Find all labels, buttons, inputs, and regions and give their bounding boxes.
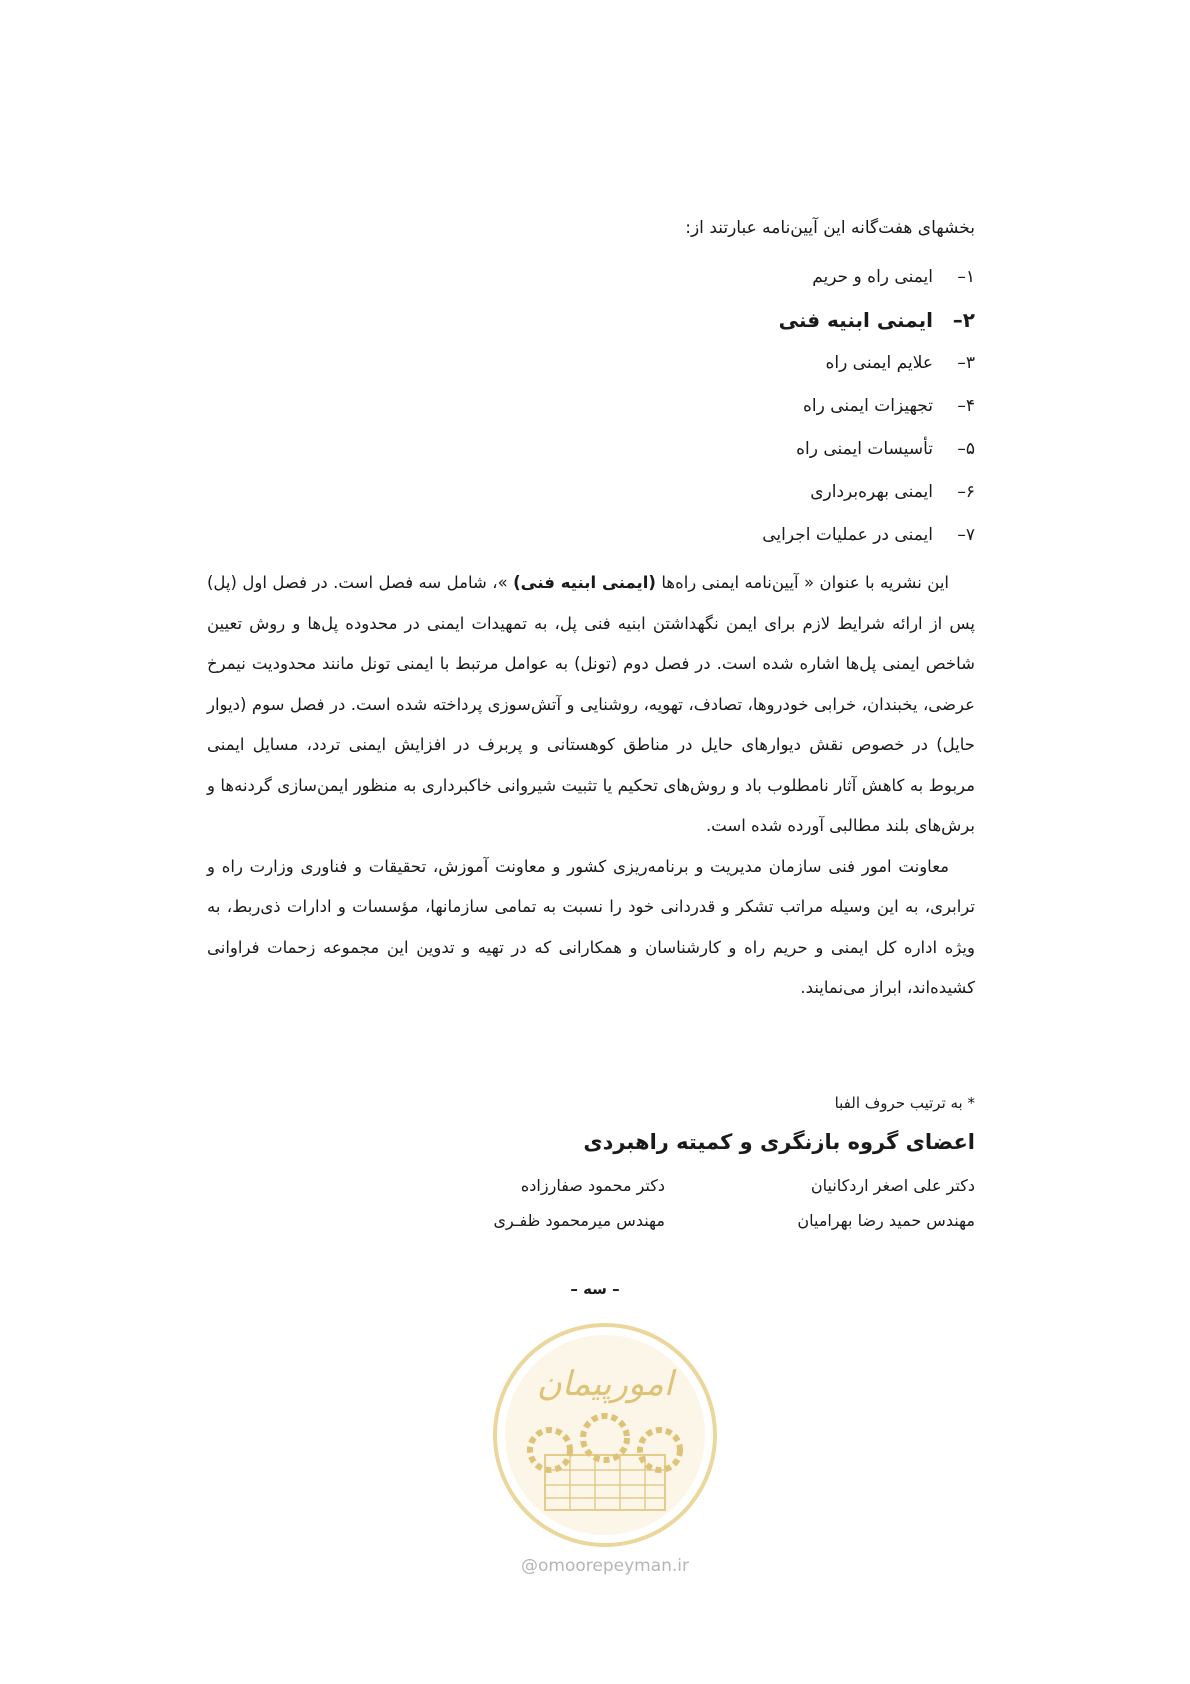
section-number: ۳– (957, 352, 975, 373)
section-item (375, 255, 975, 298)
watermark-logo-icon (490, 1320, 720, 1550)
alphabetical-note: * به ترتیب حروف الفبا (834, 1094, 975, 1112)
member-name: مهندس حمید رضا بهرامیان (797, 1211, 975, 1230)
section-label: تجهیزات ایمنی راه (802, 395, 933, 416)
sections-intro: بخشهای هفت‌گانه این آیین‌نامه عبارتند از: (685, 218, 975, 238)
section-item (375, 384, 975, 427)
section-label: ایمنی ابنیه فنی (778, 307, 933, 332)
section-label: ایمنی راه و حریم (812, 266, 933, 287)
member-name: دکتر محمود صفارزاده (520, 1176, 665, 1195)
section-item (375, 470, 975, 513)
section-item (375, 341, 975, 384)
section-number: ۴– (957, 395, 975, 416)
section-label: ایمنی در عملیات اجرایی (762, 524, 933, 545)
member-name: مهندس میرمحمود ظفـری (493, 1211, 665, 1230)
section-label: تأسیسات ایمنی راه (796, 438, 933, 459)
section-item (375, 513, 975, 556)
sections-list (375, 255, 975, 556)
section-number: ۲– (952, 307, 975, 332)
body-text (207, 563, 975, 1009)
section-number: ۱– (957, 266, 975, 287)
acknowledgement-paragraph: معاونت امور فنی سازمان مدیریت و برنامه‌ریزی کشور و معاونت آموزش، تحقیقات و فناوری وزارت راه و ترابری، به این وسیله مراتب تشکر و قدردانی خود را نسبت به تمامی سازمانها، مؤسسات و ادارات ذی‌ربط، به ویژه اداره کل ایمنی و حریم راه و کارشناسان و همکارانی که در تهیه و تدوین این مجموعه زحمات فراوانی کشیده‌اند، ابراز می‌نمایند. (207, 856, 975, 997)
section-label: علایم ایمنی راه (825, 352, 933, 373)
section-number: ۶– (957, 481, 975, 502)
description-text-end: »، شامل سه فصل است. در فصل اول (پل) پس از ارائه شرایط لازم برای ایمن نگهداشتن ابنیه فنی پل، به تمهیدات ایمنی در محدوده پل‌ها و روش تعیین شاخص ایمنی پل‌ها اشاره شده است. در فصل دوم (تونل) به عوامل مرتبط با ایمنی تونل مانند محدودیت نیمرخ عرضی، یخبندان، خرابی خودروها، تصادف، تهویه، روشنایی و آتش‌سوزی پرداخته شده است. در فصل سوم (دیوار حایل) در خصوص نقش دیوارهای حایل در مناطق کوهستانی و پربرف در افزایش ایمنی تردد، مسایل ایمنی مربوط به کاهش آثار نامطلوب باد و روش‌های تحکیم یا تثبیت شیروانی خاکبرداری به منظور ایمن‌سازی گردنه‌ها و برش‌های بلند مطالبی آورده شده است. (207, 573, 975, 835)
member-name: دکتر علی اصغر اردکانیان (810, 1176, 975, 1195)
committee-title: اعضای گروه بازنگری و کمیته راهبردی (583, 1130, 975, 1154)
committee-members (355, 1176, 975, 1230)
section-label: ایمنی بهره‌برداری (810, 481, 933, 502)
description-paragraph (207, 563, 975, 847)
section-item (375, 427, 975, 470)
section-number: ۷– (957, 524, 975, 545)
section-number: ۵– (957, 438, 975, 459)
description-text-start: این نشریه با عنوان « آیین‌نامه ایمنی راه‌ها (655, 573, 949, 592)
watermark-url-text: omoorepeyman.ir (537, 1556, 690, 1576)
section-item-highlighted (375, 298, 975, 341)
page-number: – سه – (570, 1280, 620, 1298)
description-title-bold: (ایمنی ابنیه فنی) (513, 573, 656, 592)
watermark-url: @omoorepeyman.ir (520, 1556, 690, 1576)
logo-text: امورپیمان (536, 1364, 674, 1404)
